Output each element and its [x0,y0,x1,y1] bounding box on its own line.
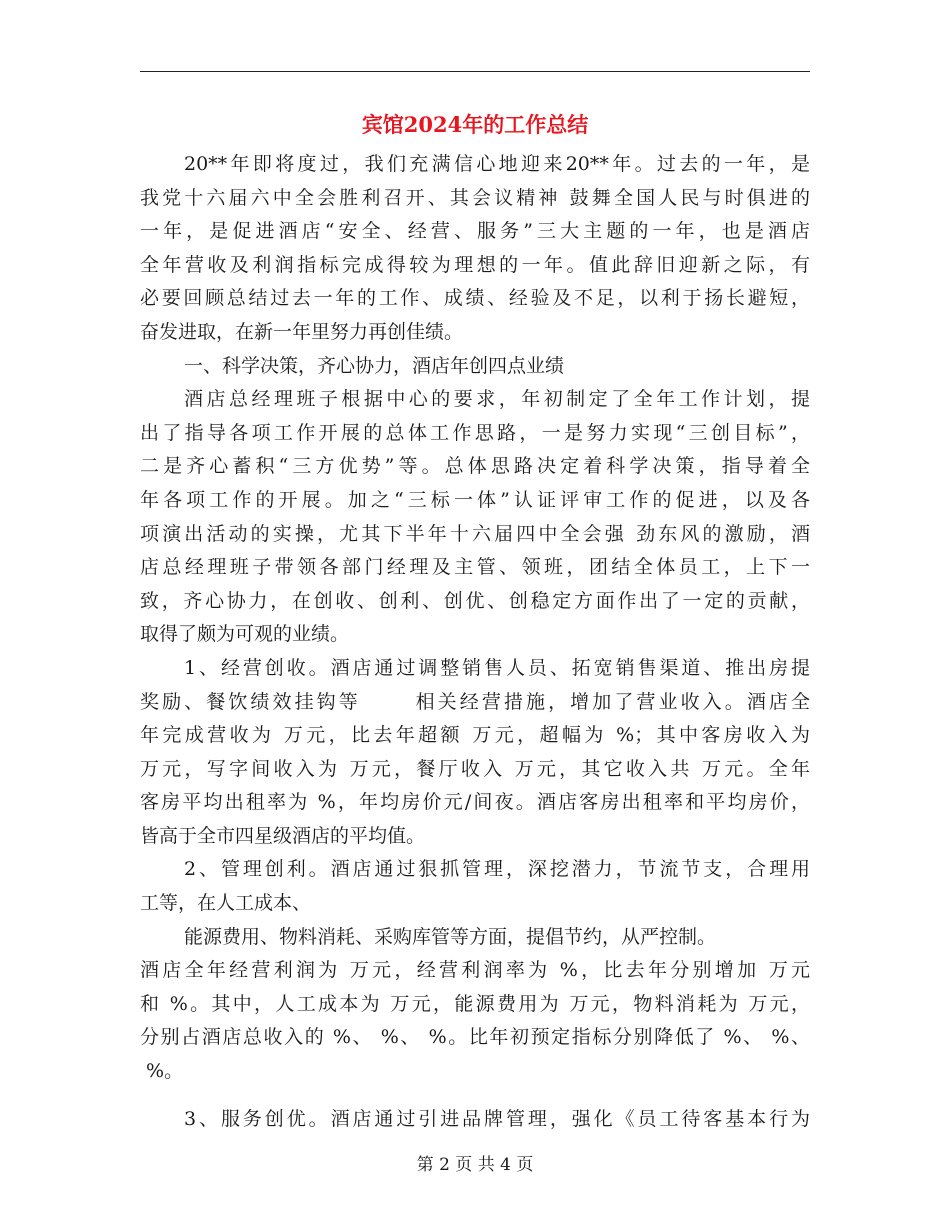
text-line: 酒店总经理班子根据中心的要求，年初制定了全年工作计划，提 [184,388,810,411]
text-line: 20**年即将度过，我们充满信心地迎来20**年。过去的一年，是 [184,153,810,175]
text-line: 皆高于全市四星级酒店的平均值。 [140,824,426,847]
text-line: 年完成营收为 万元，比去年超额 万元，超幅为 %；其中客房收入为 [140,724,810,747]
text-line: 奋发进取，在新一年里努力再创佳绩。 [140,320,464,343]
text-line: 必要回顾总结过去一年的工作、成绩、经验及不足，以利于扬长避短， [140,287,810,310]
text-line: 致，齐心协力，在创收、创利、创优、创稳定方面作出了一定的贡献， [140,589,810,612]
header-rule [140,71,810,72]
text-line: 3、服务创优。酒店通过引进品牌管理，强化《员工待客基本行为 [184,1107,810,1130]
text-line: 一、科学决策，齐心协力，酒店年创四点业绩 [184,354,565,377]
text-line: 出了指导各项工作开展的总体工作思路，一是努力实现“三创目标”， [140,421,810,444]
document-title: 宾馆2024年的工作总结 [361,112,589,137]
text-line: 能源费用、物料消耗、采购库管等方面，提倡节约，从严控制。 [184,925,717,948]
text-line: 店总经理班子带领各部门经理及主管、领班，团结全体员工，上下一 [140,556,810,579]
text-line: 客房平均出租率为 %，年均房价元/间夜。酒店客房出租率和平均房价， [140,791,810,814]
text-line: 一年，是促进酒店“安全、经营、服务”三大主题的一年，也是酒店 [140,220,810,243]
text-line: 1、经营创收。酒店通过调整销售人员、拓宽销售渠道、推出房提 [184,656,810,679]
text-line: 分别占酒店总收入的 %、 %、 %。比年初预定指标分别降低了 %、 %、 [140,1026,810,1049]
text-line: 酒店全年经营利润为 万元，经营利润率为 %，比去年分别增加 万元 [140,959,810,982]
page-number: 第 2 页 共 4 页 [416,1155,534,1175]
text-line: %。 [140,1060,184,1083]
text-line: 我党十六届六中全会胜利召开、其会议精神 鼓舞全国人民与时俱进的 [140,186,810,209]
text-line: 奖励、餐饮绩效挂钩等 相关经营措施，增加了营业收入。酒店全 [140,690,810,713]
text-line: 全年营收及利润指标完成得较为理想的一年。值此辞旧迎新之际，有 [140,253,810,276]
paragraph-gap [140,1089,810,1103]
text-line: 工等，在人工成本、 [140,892,312,915]
text-line: 二是齐心蓄积“三方优势”等。总体思路决定着科学决策，指导着全 [140,455,810,478]
document-body [140,148,810,1136]
text-line: 和 %。其中，人工成本为 万元，能源费用为 万元，物料消耗为 万元， [140,992,810,1015]
text-line: 项演出活动的实操，尤其下半年十六届四中全会强 劲东风的激励，酒 [140,522,810,545]
text-line: 年各项工作的开展。加之“三标一体”认证评审工作的促进，以及各 [140,488,810,511]
text-line: 万元，写字间收入为 万元，餐厅收入 万元，其它收入共 万元。全年 [140,757,810,780]
text-line: 2、管理创利。酒店通过狠抓管理，深挖潜力，节流节支，合理用 [184,858,810,881]
text-line: 取得了颇为可观的业绩。 [140,623,350,646]
